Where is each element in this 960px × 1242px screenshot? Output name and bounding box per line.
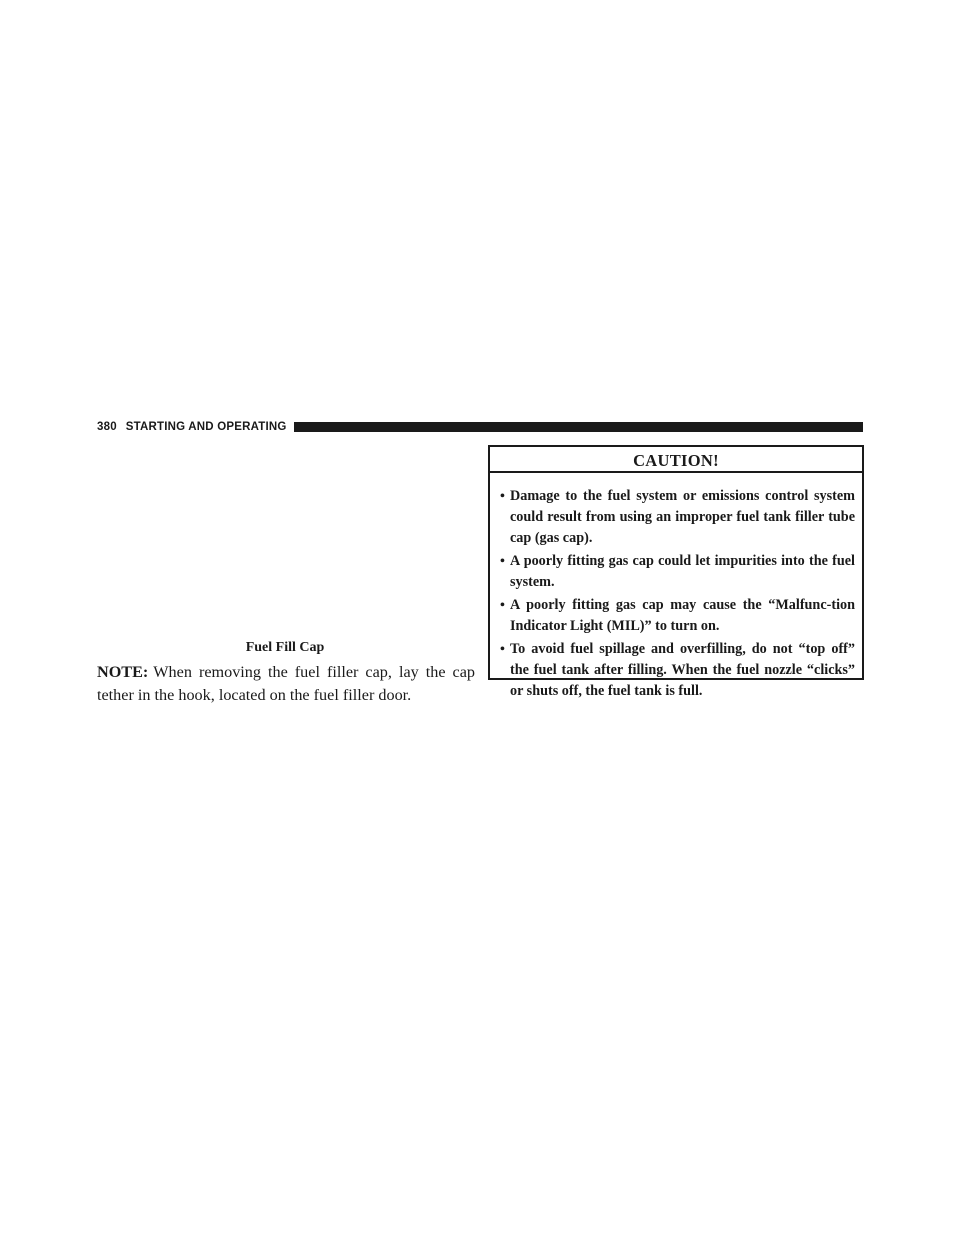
page-number: 380	[97, 421, 117, 433]
caution-list	[490, 473, 862, 702]
caution-item-text: A poorly fitting gas cap may cause the “Malfunc-tion Indicator Light (MIL)” to turn on.	[510, 597, 855, 634]
caution-item	[500, 639, 855, 702]
bullet-icon: •	[500, 598, 505, 613]
note-paragraph	[97, 661, 475, 707]
caution-box	[488, 445, 864, 699]
caution-title: CAUTION!	[490, 447, 862, 473]
figure-caption: Fuel Fill Cap	[245, 640, 325, 655]
header-rule	[294, 422, 863, 432]
note-label: NOTE:	[97, 663, 149, 681]
caution-item-text: To avoid fuel spillage and overfilling, do not “top off” the fuel tank after filling. When the fuel nozzle “clicks” or shuts off, the fuel tank is full.	[510, 641, 855, 699]
bullet-icon: •	[500, 554, 505, 569]
fuel-fill-cap-figure	[97, 444, 473, 640]
bullet-icon: •	[500, 642, 505, 657]
page-header	[97, 420, 863, 434]
caution-item	[500, 595, 855, 637]
caution-item-text: Damage to the fuel system or emissions control system could result from using an improper fuel tank filler tube cap (gas cap).	[510, 488, 855, 546]
caution-item	[500, 486, 855, 549]
bullet-icon: •	[500, 489, 505, 504]
caution-item-text: A poorly fitting gas cap could let impurities into the fuel system.	[510, 553, 855, 590]
note-text: When removing the fuel filler cap, lay the cap tether in the hook, located on the fuel filler door.	[97, 663, 475, 704]
section-title: STARTING AND OPERATING	[125, 421, 287, 433]
caution-item	[500, 551, 855, 593]
